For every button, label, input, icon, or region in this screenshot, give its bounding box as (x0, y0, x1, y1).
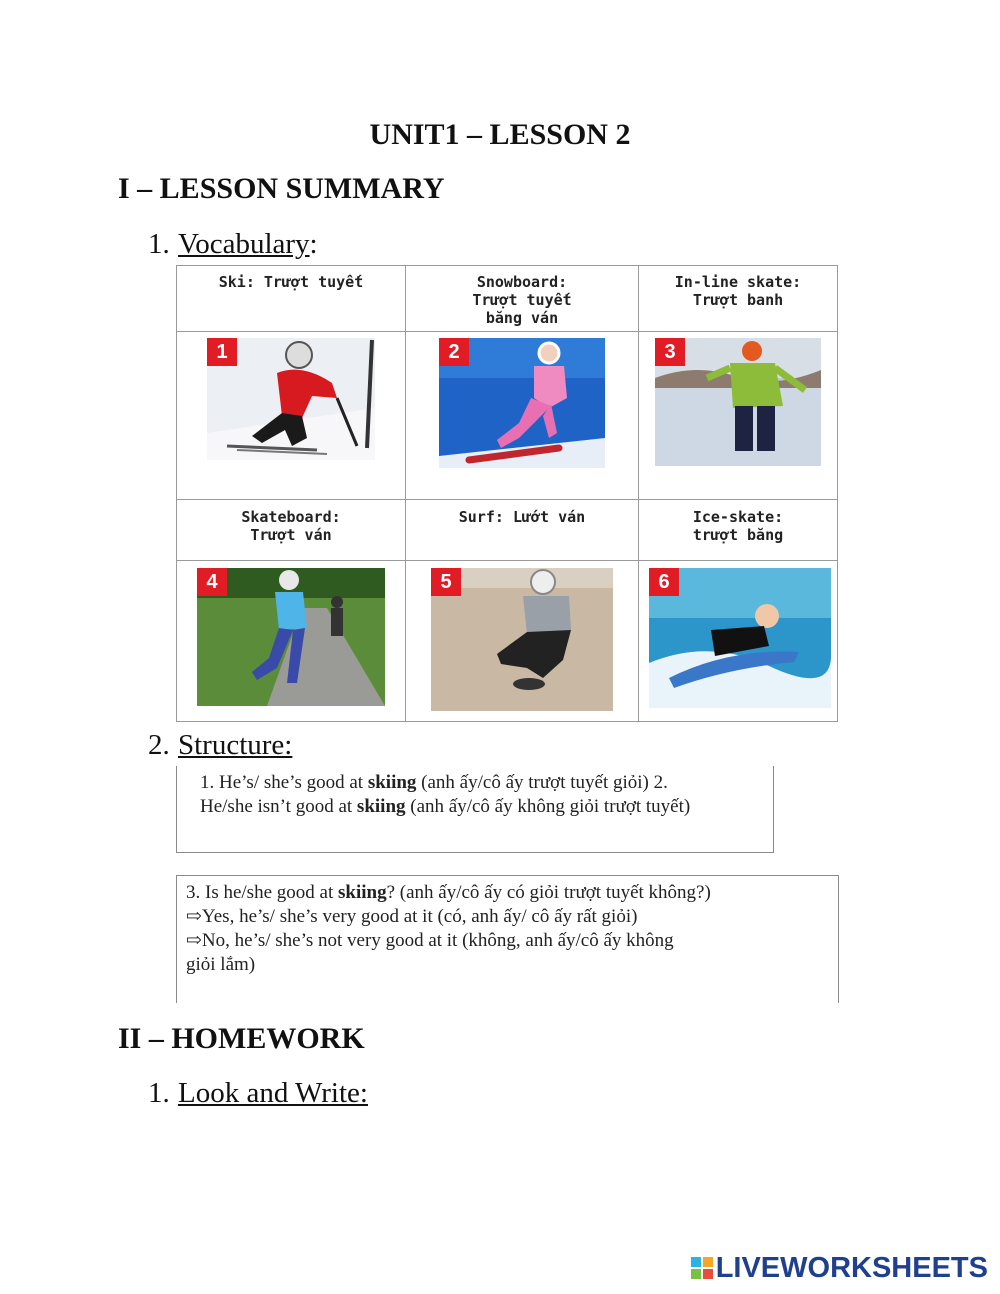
vocab-caption-skateboard: Skateboard: Trượt ván (241, 508, 341, 544)
vocabulary-colon: : (309, 228, 318, 260)
structure-answer-no: ⇨No, he’s/ she’s not very good at it (không, anh ấy/cô ấy không (186, 930, 674, 951)
badge-6: 6 (649, 568, 679, 596)
logo-blocks-icon (691, 1257, 713, 1279)
structure-box-2 (176, 875, 839, 1003)
inline-skate-picture (655, 338, 821, 466)
homework-heading (148, 1077, 368, 1110)
ice-skate-picture (649, 568, 831, 708)
structure-question: 3. Is he/she good at skiing? (anh ấy/cô ấy có giỏi trượt tuyết không?) (186, 882, 711, 903)
section-heading-lesson-summary: I – LESSON SUMMARY (118, 172, 445, 205)
vocab-caption-ski: Ski: Trượt tuyết (218, 273, 364, 291)
structure-box-1 (176, 766, 774, 853)
structure-heading (148, 729, 292, 762)
badge-2: 2 (439, 338, 469, 366)
structure-label: Structure: (178, 729, 293, 761)
badge-4: 4 (197, 568, 227, 596)
liveworksheets-logo (691, 1253, 988, 1283)
badge-1: 1 (207, 338, 237, 366)
badge-5: 5 (431, 568, 461, 596)
page-title: UNIT1 – LESSON 2 (369, 118, 631, 151)
section-heading-homework: II – HOMEWORK (118, 1022, 365, 1055)
homework-number: 1. (148, 1077, 170, 1109)
vocabulary-label: Vocabulary (178, 228, 310, 260)
homework-label: Look and Write: (178, 1077, 368, 1109)
structure-answer-no-cont: giỏi lắm) (186, 954, 256, 975)
vocab-caption-snowboard: Snowboard: Trượt tuyết băng ván (472, 273, 572, 327)
structure-answer-yes: ⇨Yes, he’s/ she’s very good at it (có, anh ấy/ cô ấy rất giỏi) (186, 906, 638, 927)
vocab-caption-inline-skate: In-line skate: Trượt banh (674, 273, 802, 309)
vocab-caption-surf: Surf: Lướt ván (458, 508, 586, 526)
structure-number: 2. (148, 729, 170, 761)
logo-text: LIVEWORKSHEETS (715, 1251, 988, 1284)
skateboard-picture (197, 568, 385, 706)
vocabulary-number: 1. (148, 228, 170, 260)
structure-line-2: He/she isn’t good at skiing (anh ấy/cô ấy không giỏi trượt tuyết) (200, 796, 691, 817)
ski-picture (207, 338, 375, 460)
surf-picture (431, 568, 613, 711)
structure-line-1: 1. He’s/ she’s good at skiing (anh ấy/cô ấy trượt tuyết giỏi) 2. (200, 772, 668, 793)
vocabulary-heading (148, 228, 318, 261)
vocabulary-table (176, 265, 838, 722)
snowboard-picture (439, 338, 605, 468)
badge-3: 3 (655, 338, 685, 366)
vocab-caption-ice-skate: Ice-skate: trượt băng (692, 508, 784, 544)
